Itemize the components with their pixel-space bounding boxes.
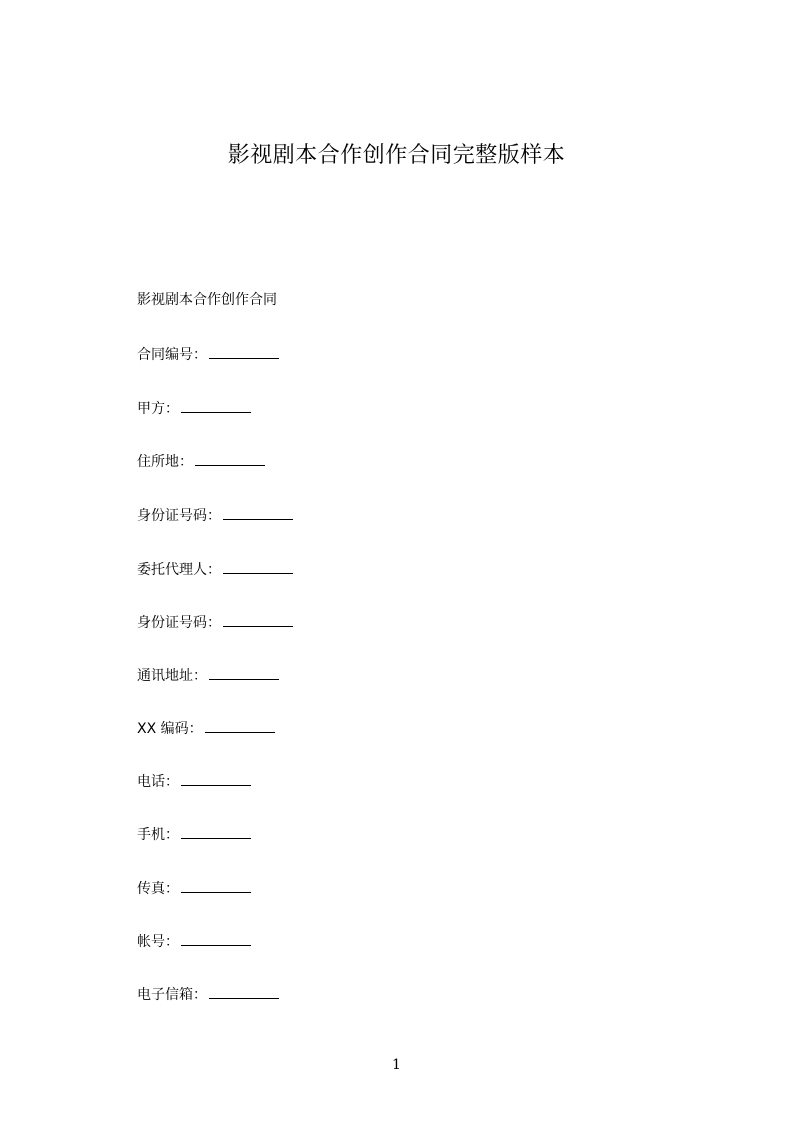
field-party-a	[137, 398, 251, 419]
field-label: 住所地：	[137, 454, 193, 470]
document-title: 影视剧本合作创作合同完整版样本	[227, 143, 566, 168]
field-label: 传真：	[137, 881, 179, 897]
contract-heading: 影视剧本合作创作合同	[137, 292, 277, 308]
field-email	[137, 984, 279, 1005]
blank-line	[209, 344, 279, 359]
blank-line	[205, 718, 275, 733]
field-mobile	[137, 824, 251, 845]
field-label: XX 编码：	[137, 721, 203, 737]
field-label: 通讯地址：	[137, 668, 207, 684]
field-authorized-agent	[137, 559, 293, 580]
field-label: 电话：	[137, 774, 179, 790]
blank-line	[223, 612, 293, 627]
field-label: 甲方：	[137, 401, 179, 417]
field-label: 手机：	[137, 827, 179, 843]
field-domicile	[137, 451, 265, 472]
field-label: 电子信箱：	[137, 987, 207, 1003]
blank-line	[223, 505, 293, 520]
field-label: 合同编号：	[137, 347, 207, 363]
blank-line	[223, 559, 293, 574]
field-telephone	[137, 771, 251, 792]
field-mailing-address	[137, 665, 279, 686]
blank-line	[209, 984, 279, 999]
field-id-number	[137, 505, 293, 526]
field-label: 身份证号码：	[137, 615, 221, 631]
blank-line	[181, 931, 251, 946]
field-account	[137, 931, 251, 952]
field-label: 帐号：	[137, 934, 179, 950]
field-fax	[137, 878, 251, 899]
field-postal-code	[137, 718, 275, 739]
blank-line	[195, 451, 265, 466]
blank-line	[181, 771, 251, 786]
blank-line	[181, 398, 251, 413]
field-agent-id-number	[137, 612, 293, 633]
field-label: 身份证号码：	[137, 508, 221, 524]
page-number: 1	[392, 1057, 401, 1073]
blank-line	[209, 665, 279, 680]
field-label: 委托代理人：	[137, 562, 221, 578]
field-contract-number	[137, 344, 279, 365]
blank-line	[181, 824, 251, 839]
blank-line	[181, 878, 251, 893]
